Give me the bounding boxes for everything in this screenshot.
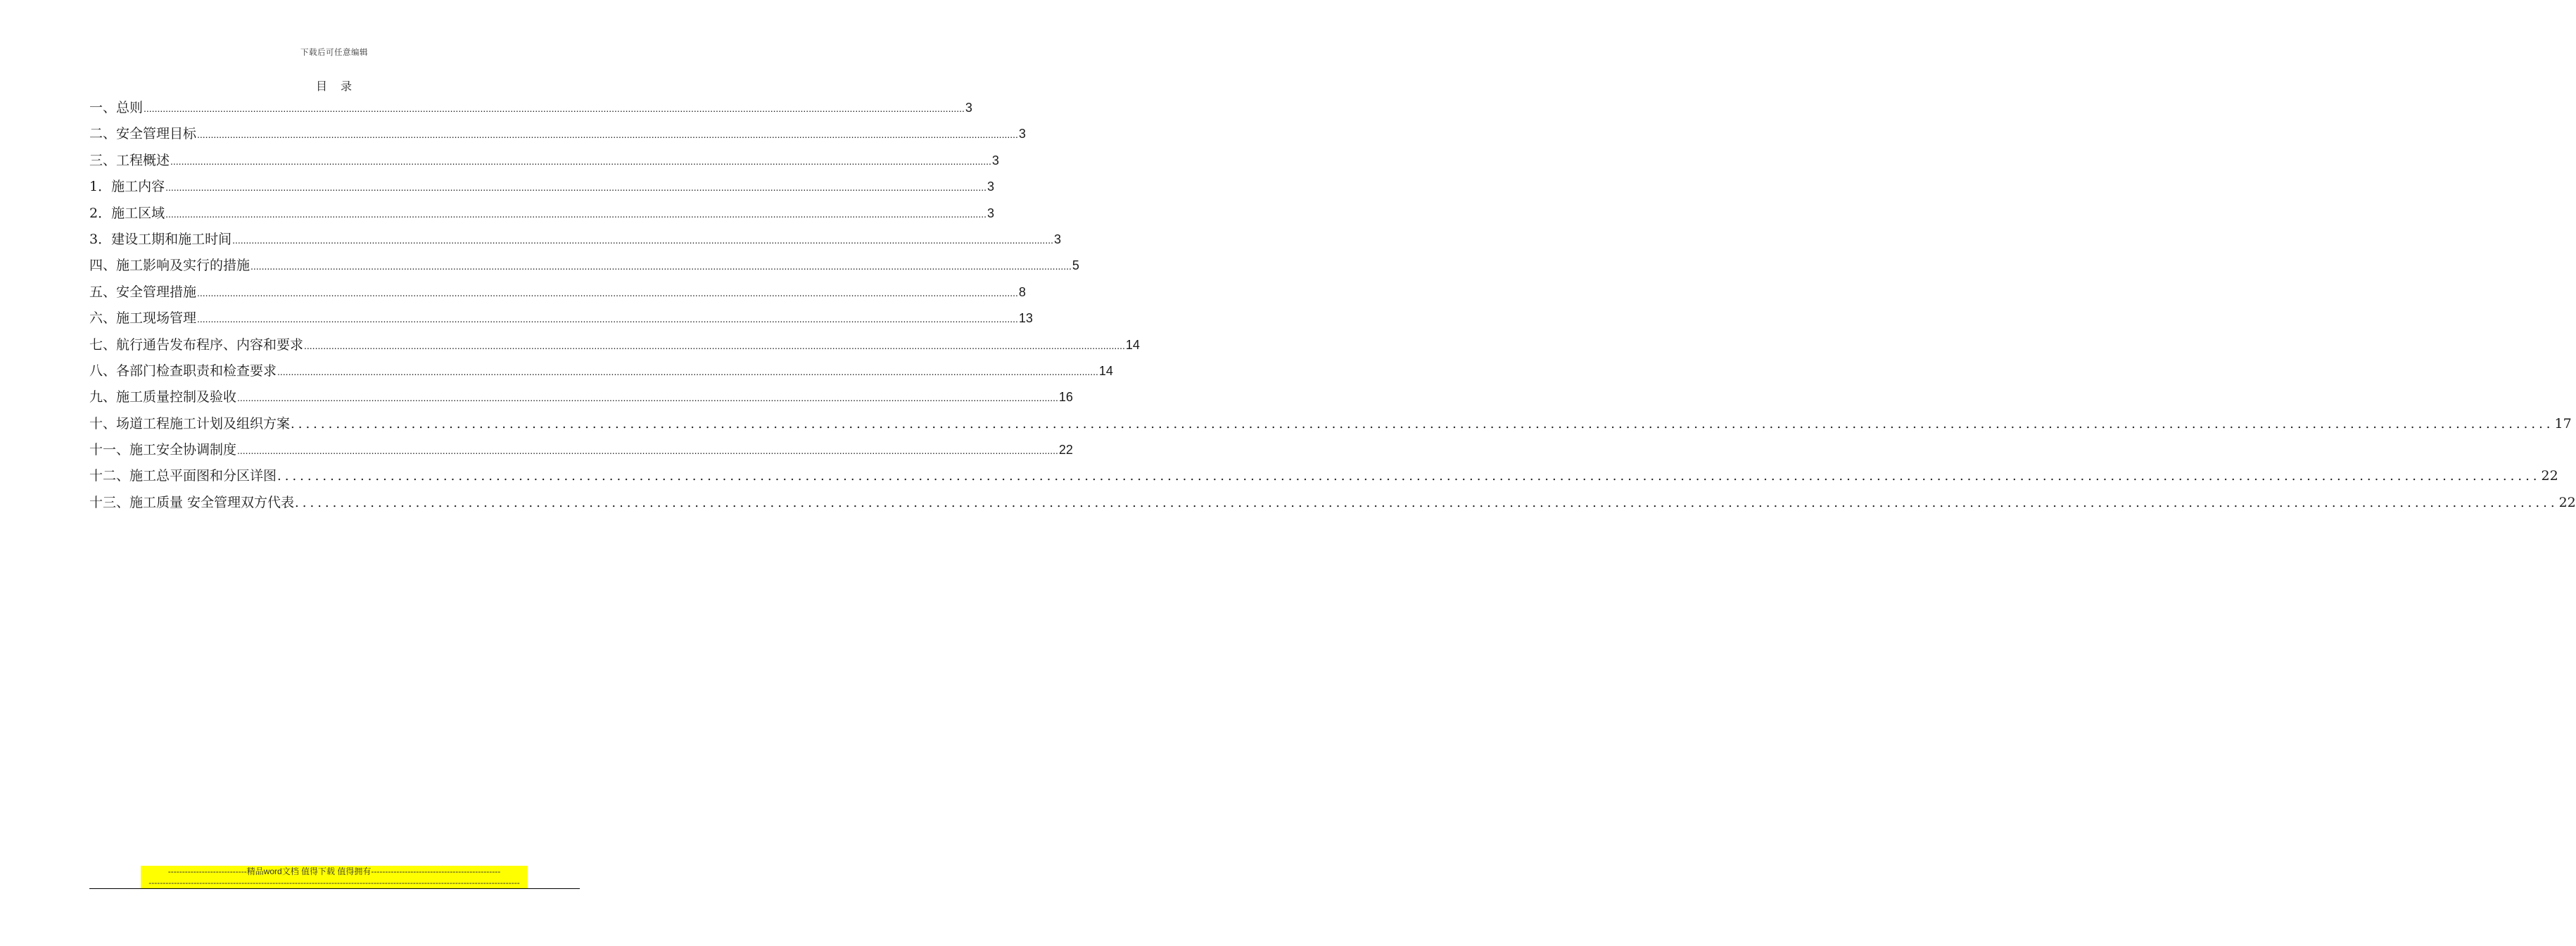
toc-leader-dots: ............................................................................................................................................................................................................................................................................................................ [170, 155, 991, 167]
footer-banner [141, 866, 528, 888]
toc-entry-page: 16 [1058, 390, 1073, 405]
toc-title-left: 目 [315, 80, 328, 93]
toc-entry-page: 3 [987, 206, 995, 220]
toc-entry-16[interactable] [89, 490, 2576, 516]
toc-entry-9[interactable] [89, 305, 1033, 332]
toc-title-right: 录 [341, 80, 353, 93]
toc-entry-page: 14 [1098, 363, 1113, 378]
toc-entry-14[interactable] [89, 437, 1073, 463]
footer-banner-line-2: ------------------------------------------------------------------------------------------------------------------------------------ [148, 878, 520, 888]
toc-entry-label: 3．建设工期和施工时间 [89, 231, 232, 247]
toc-entry-label: 五、安全管理措施 [89, 284, 197, 300]
toc-leader-dots: ............................................................................................................................................................................................................................................................................................................ [295, 495, 2558, 510]
toc-entry-page: 3 [965, 101, 972, 115]
toc-entry-page: 3 [1054, 232, 1062, 246]
toc-entry-label: 十三、施工质量 安全管理双方代表 [89, 494, 295, 510]
toc-entry-2[interactable] [89, 121, 1026, 147]
toc-leader-dots: ............................................................................................................................................................................................................................................................................................................ [165, 182, 986, 194]
toc-entry-page: 14 [1125, 337, 1140, 352]
table-of-contents [89, 95, 2576, 516]
toc-entry-page: 22 [1058, 443, 1073, 458]
toc-leader-dots: ............................................................................................................................................................................................................................................................................................................ [165, 208, 986, 220]
toc-entry-label: 四、施工影响及实行的措施 [89, 258, 250, 274]
toc-entry-page: 3 [991, 153, 999, 168]
toc-entry-label: 一、总则 [89, 100, 144, 115]
toc-entry-page: 5 [1072, 258, 1079, 273]
toc-leader-dots: ............................................................................................................................................................................................................................................................................................................ [277, 469, 2541, 484]
toc-entry-label: 三、工程概述 [89, 152, 170, 168]
toc-leader-dots: ............................................................................................................................................................................................................................................................................................................ [250, 260, 1072, 272]
toc-leader-dots: ............................................................................................................................................................................................................................................................................................................ [144, 103, 965, 114]
toc-entry-label: 八、各部门检查职责和检查要求 [89, 362, 277, 379]
toc-entry-1[interactable] [89, 95, 972, 121]
toc-leader-dots: ............................................................................................................................................................................................................................................................................................................ [237, 445, 1058, 457]
footer-divider [89, 888, 580, 889]
toc-entry-label: 二、安全管理目标 [89, 126, 197, 142]
toc-entry-5[interactable] [89, 201, 995, 227]
toc-entry-6[interactable] [89, 227, 1062, 253]
toc-entry-label: 七、航行通告发布程序、内容和要求 [89, 336, 304, 353]
toc-entry-label: 十二、施工总平面图和分区详图 [89, 468, 277, 484]
toc-entry-7[interactable] [89, 253, 1079, 279]
toc-leader-dots: ............................................................................................................................................................................................................................................................................................................ [277, 365, 1098, 377]
toc-leader-dots: ............................................................................................................................................................................................................................................................................................................ [237, 392, 1058, 404]
toc-entry-13[interactable] [89, 411, 2572, 437]
toc-entry-10[interactable] [89, 332, 1140, 358]
toc-entry-label: 九、施工质量控制及验收 [89, 389, 237, 405]
toc-entry-8[interactable] [89, 279, 1026, 305]
toc-entry-page: 3 [1018, 127, 1026, 141]
toc-leader-dots: ............................................................................................................................................................................................................................................................................................................ [197, 129, 1018, 141]
toc-leader-dots: ............................................................................................................................................................................................................................................................................................................ [197, 313, 1018, 325]
toc-leader-dots: ............................................................................................................................................................................................................................................................................................................ [304, 339, 1125, 351]
toc-entry-page: 8 [1018, 284, 1026, 299]
toc-leader-dots: ............................................................................................................................................................................................................................................................................................................ [197, 286, 1018, 298]
toc-leader-dots: ............................................................................................................................................................................................................................................................................................................ [232, 234, 1053, 246]
toc-entry-15[interactable] [89, 463, 2558, 489]
toc-entry-4[interactable] [89, 174, 995, 200]
toc-entry-label: 十一、施工安全协调制度 [89, 442, 237, 458]
toc-leader-dots: ............................................................................................................................................................................................................................................................................................................ [291, 416, 2554, 431]
toc-entry-11[interactable] [89, 358, 1113, 384]
toc-entry-12[interactable] [89, 384, 1073, 410]
header-note: 下载后可任意编辑 [300, 47, 368, 57]
footer-banner-line-1: ----------------------------精品word文档 值得下载 值得拥有---------------------------------------------- [167, 866, 501, 876]
toc-entry-label: 1．施工内容 [89, 179, 165, 195]
toc-entry-label: 六、施工现场管理 [89, 310, 197, 327]
toc-entry-page: 3 [987, 179, 995, 194]
toc-entry-page: 22 [2541, 468, 2558, 484]
toc-entry-label: 十、场道工程施工计划及组织方案 [89, 415, 291, 431]
toc-entry-page: 22 [2558, 494, 2576, 510]
toc-entry-label: 2．施工区域 [89, 205, 165, 221]
toc-title [0, 77, 668, 94]
toc-entry-page: 13 [1018, 311, 1033, 326]
toc-entry-3[interactable] [89, 148, 999, 174]
toc-entry-page: 17 [2554, 415, 2572, 431]
